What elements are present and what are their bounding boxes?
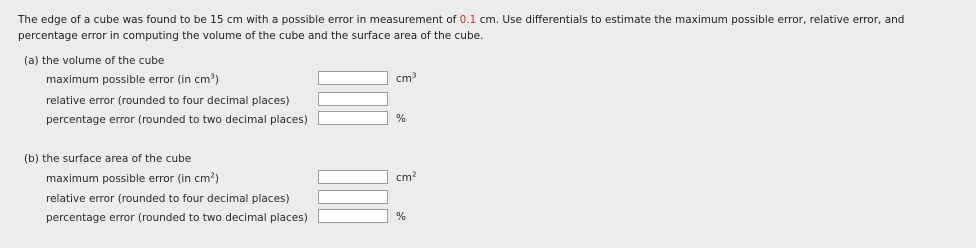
part-b-heading: (b) the surface area of the cube (24, 153, 192, 165)
part-b-percentage-error-label: percentage error (rounded to two decimal places) (46, 212, 308, 224)
part-a-max-error-input[interactable] (318, 71, 388, 85)
part-b-percentage-error-input[interactable] (318, 209, 388, 223)
part-a-max-error-label: maximum possible error (in $cm^3$) (46, 72, 219, 86)
part-a-heading: (a) the volume of the cube (24, 55, 165, 67)
part-b-max-error-label: maximum possible error (in $cm^2$) (46, 171, 219, 185)
part-a-relative-error-input[interactable] (318, 92, 388, 106)
part-b-max-error-unit: $cm^2$ (396, 170, 417, 184)
problem-text-start: The edge of a cube was found to be 15 cm with a possible error in measurement of (18, 14, 460, 26)
part-a-relative-error-label: relative error (rounded to four decimal places) (46, 95, 290, 107)
error-value: 0.1 (459, 14, 477, 26)
part-b-percentage-unit: % (396, 211, 406, 223)
problem-text-end: cm. Use differentials to estimate the maximum possible error, relative error, and percentage error in computing the volume of the cube and the surface area of the cube. (18, 14, 905, 42)
part-a-percentage-error-input[interactable] (318, 111, 388, 125)
part-b-relative-error-input[interactable] (318, 190, 388, 204)
part-a-percentage-unit: % (396, 113, 406, 125)
part-a-max-error-unit: $cm^3$ (396, 71, 417, 85)
problem-statement (18, 12, 963, 44)
part-b-relative-error-label: relative error (rounded to four decimal places) (46, 193, 290, 205)
part-b-max-error-input[interactable] (318, 170, 388, 184)
part-a-percentage-error-label: percentage error (rounded to two decimal places) (46, 114, 308, 126)
